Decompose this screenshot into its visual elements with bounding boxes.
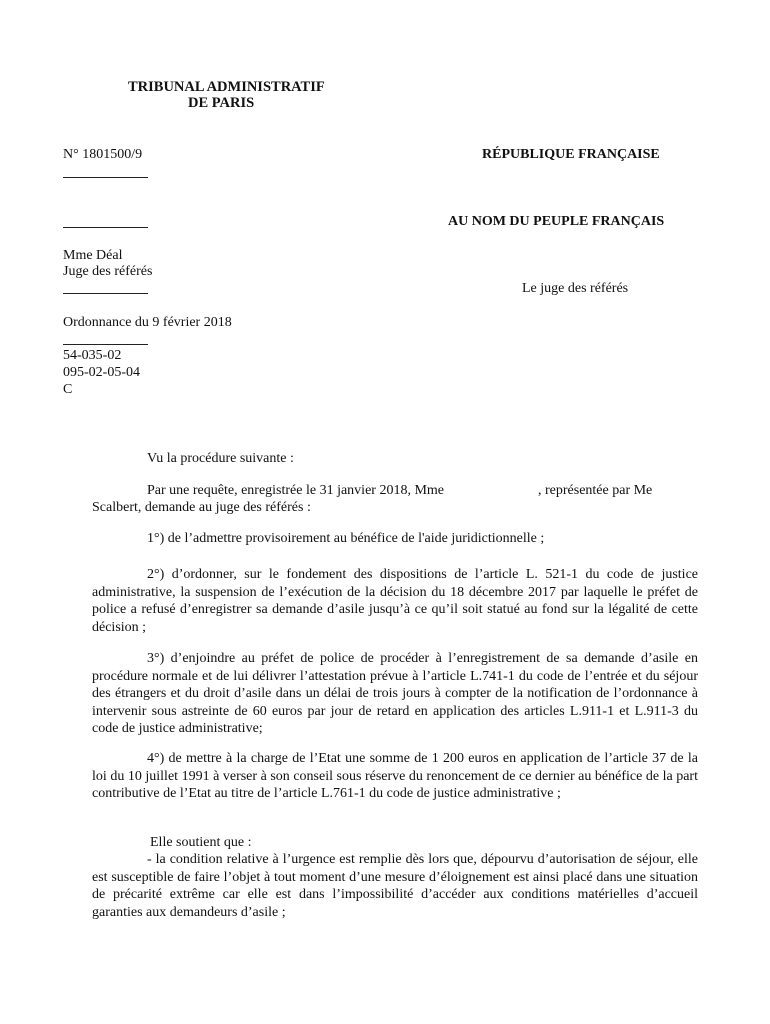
judge-title: Le juge des référés: [522, 281, 629, 296]
republic-heading: RÉPUBLIQUE FRANÇAISE: [482, 147, 660, 162]
divider-3: [63, 293, 148, 294]
request-text-line2: Scalbert, demande au juge des référés :: [92, 500, 311, 515]
party-name: Mme Déal: [63, 248, 123, 263]
court-city: DE PARIS: [188, 95, 255, 111]
court-name: TRIBUNAL ADMINISTRATIF: [128, 79, 325, 95]
paragraph-costs: 4°) de mettre à la charge de l’Etat une somme de 1 200 euros en application de l’article 37 de la loi du 10 juillet 1991 à verser à son conseil sous réserve du renoncement de ce dernier au bénéfice de la part contributive de l’Etat au titre de l’article L.761-1 du code de justice administrative ;: [92, 751, 698, 801]
classification-code: C: [63, 382, 73, 397]
paragraph-injunction: 3°) d’enjoindre au préfet de police de procéder à l’enregistrement de sa demande d’asile en procédure normale et de lui délivrer l’attestation prévue à l’article L.741-1 du code de l’entrée et du séjour des étrangers et du droit d’asile dans un délai de trois jours à compter de la notification de l’ordonnance à intervenir sous astreinte de 60 euros par jour de retard en application des articles L.911-1 et L.911-3 du code de justice administrative;: [92, 651, 698, 736]
claim-urgency: - la condition relative à l’urgence est remplie dès lors que, dépourvu d’autorisation de séjour, elle est susceptible de faire l’objet à tout moment d’une mesure d’éloignement est ainsi placé dans une situation de précarité extrême car elle est dans l’impossibilité d’accéder aux conditions matérielles d’accueil garanties aux demandeurs d’asile ;: [92, 852, 698, 920]
claims-intro: Elle soutient que :: [150, 835, 252, 850]
classification-code: 095-02-05-04: [63, 365, 140, 380]
case-number: N° 1801500/9: [63, 147, 143, 162]
order-date: Ordonnance du 9 février 2018: [63, 315, 232, 330]
divider-1: [63, 177, 148, 178]
classification-code: 54-035-02: [63, 348, 122, 363]
paragraph-aid: 1°) de l’admettre provisoirement au bénéfice de l'aide juridictionnelle ;: [147, 531, 545, 546]
paragraph-suspension: 2°) d’ordonner, sur le fondement des dispositions de l’article L. 521-1 du code de justice administrative, la suspension de l’exécution de la décision du 18 décembre 2017 par laquelle le préfet de police a refusé d’enregistrer sa demande d’asile jusqu’à ce qu’il soit statué au fond sur la légalité de cette décision ;: [92, 567, 698, 635]
divider-4: [63, 344, 148, 345]
procedure-intro: Vu la procédure suivante :: [147, 451, 294, 466]
in-name-heading: AU NOM DU PEUPLE FRANÇAIS: [448, 214, 665, 229]
request-text-start: Par une requête, enregistrée le 31 janvier 2018, Mme: [147, 483, 445, 498]
request-text-end: , représentée par Me: [538, 483, 653, 498]
divider-2: [63, 227, 148, 228]
party-role: Juge des référés: [63, 264, 153, 279]
